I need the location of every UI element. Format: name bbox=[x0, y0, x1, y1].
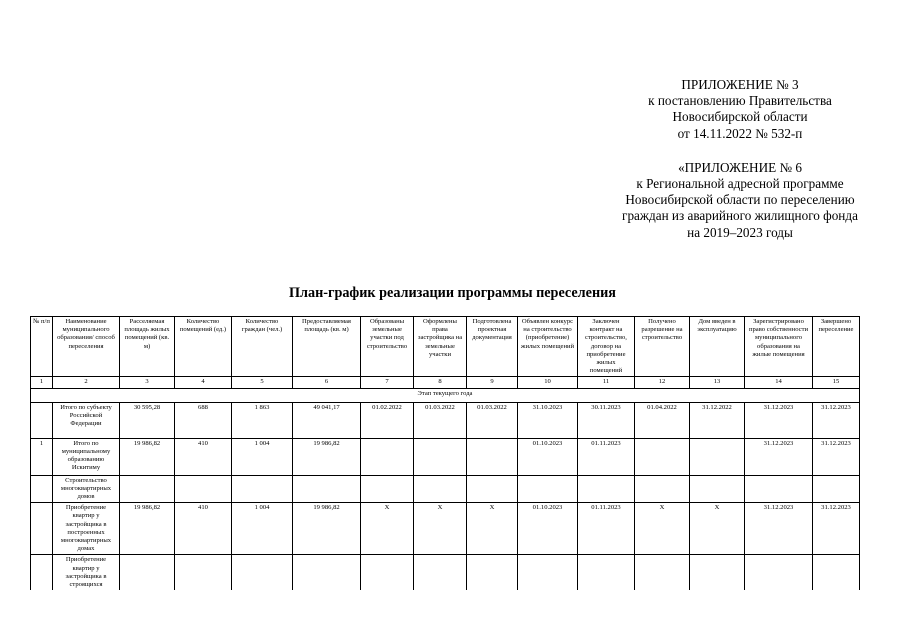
table-cell: 1 863 bbox=[232, 402, 293, 438]
column-number-cell: 8 bbox=[414, 377, 467, 388]
table-cell: 31.10.2023 bbox=[518, 402, 578, 438]
table-cell: Х bbox=[414, 503, 467, 555]
table-cell: 19 986,82 bbox=[293, 503, 361, 555]
column-number-cell: 6 bbox=[293, 377, 361, 388]
table-cell bbox=[361, 555, 414, 590]
table-cell: 410 bbox=[175, 503, 232, 555]
table-cell: Итого по муниципальному образованию Искитиму bbox=[53, 438, 120, 475]
appendix-line: Новосибирской области bbox=[672, 109, 808, 125]
table-cell bbox=[31, 475, 53, 503]
stage-label: Этап текущего года bbox=[31, 388, 860, 402]
header-cell: Наименование муниципального образования/ способ переселения bbox=[53, 317, 120, 377]
table-cell bbox=[635, 475, 690, 503]
appendix-line: от 14.11.2022 № 532-п bbox=[677, 125, 803, 141]
table-cell: 1 004 bbox=[232, 438, 293, 475]
table-cell bbox=[813, 555, 860, 590]
table-cell bbox=[518, 475, 578, 503]
table-cell: Строительство многоквартирных домов bbox=[53, 475, 120, 503]
table-cell: 31.12.2022 bbox=[690, 402, 745, 438]
table-cell: Х bbox=[635, 503, 690, 555]
table-cell: 410 bbox=[175, 438, 232, 475]
document-title: План-график реализации программы переселения bbox=[289, 285, 616, 301]
table-cell bbox=[690, 475, 745, 503]
table-cell: 01.03.2022 bbox=[467, 402, 518, 438]
table-cell bbox=[518, 555, 578, 590]
column-number-cell: 1 bbox=[31, 377, 53, 388]
program-line: Новосибирской области по переселению bbox=[625, 192, 855, 208]
column-number-cell: 4 bbox=[175, 377, 232, 388]
header-cell: Количество помещений (ед.) bbox=[175, 317, 232, 377]
header-block bbox=[590, 77, 890, 241]
appendix-line: к постановлению Правительства bbox=[648, 93, 832, 109]
header-cell: Зарегистрировано право собственности муниципального образования на жилые помещения bbox=[745, 317, 813, 377]
table-cell: 01.10.2023 bbox=[518, 438, 578, 475]
table-cell: 31.12.2023 bbox=[745, 438, 813, 475]
table-cell bbox=[232, 555, 293, 590]
table-cell bbox=[31, 503, 53, 555]
table-cell bbox=[232, 475, 293, 503]
table-cell bbox=[31, 402, 53, 438]
table-cell: 31.12.2023 bbox=[813, 503, 860, 555]
table-cell bbox=[31, 555, 53, 590]
column-number-cell: 5 bbox=[232, 377, 293, 388]
table-cell bbox=[361, 438, 414, 475]
table-cell: Х bbox=[361, 503, 414, 555]
header-cell: Расселяемая площадь жилых помещений (кв. м) bbox=[120, 317, 175, 377]
table-cell bbox=[414, 555, 467, 590]
table-cell: 01.11.2023 bbox=[578, 438, 635, 475]
header-cell: Количество граждан (чел.) bbox=[232, 317, 293, 377]
table-row bbox=[31, 438, 860, 475]
column-number-cell: 10 bbox=[518, 377, 578, 388]
table-cell: 49 041,17 bbox=[293, 402, 361, 438]
table-cell bbox=[635, 438, 690, 475]
table-cell bbox=[578, 555, 635, 590]
table-cell: 01.02.2022 bbox=[361, 402, 414, 438]
header-cell: Заключен контракт на строительство, договор на приобретение жилых помещений bbox=[578, 317, 635, 377]
column-number-cell: 14 bbox=[745, 377, 813, 388]
table-cell bbox=[467, 555, 518, 590]
table-cell: 1 bbox=[31, 438, 53, 475]
table-cell: 19 986,82 bbox=[120, 438, 175, 475]
header-cell: № п/п bbox=[31, 317, 53, 377]
header-gap bbox=[590, 142, 890, 160]
table-cell bbox=[690, 555, 745, 590]
header-cell: Получено разрешение на строительство bbox=[635, 317, 690, 377]
column-number-cell: 12 bbox=[635, 377, 690, 388]
table-cell: 19 986,82 bbox=[120, 503, 175, 555]
header-cell: Образованы земельные участки под строительство bbox=[361, 317, 414, 377]
plan-schedule-table bbox=[30, 316, 860, 590]
table-cell: Приобретение квартир у застройщика в строящихся bbox=[53, 555, 120, 590]
table-row bbox=[31, 475, 860, 503]
table-cell bbox=[414, 475, 467, 503]
column-number-cell: 9 bbox=[467, 377, 518, 388]
appendix-line: ПРИЛОЖЕНИЕ № 3 bbox=[681, 77, 799, 92]
table-header-row bbox=[31, 317, 860, 377]
table-cell: 31.12.2023 bbox=[813, 438, 860, 475]
table-cell bbox=[813, 475, 860, 503]
table-cell bbox=[578, 475, 635, 503]
table-cell bbox=[175, 555, 232, 590]
table-cell bbox=[745, 475, 813, 503]
program-line: на 2019–2023 годы bbox=[687, 224, 793, 240]
table-cell bbox=[120, 475, 175, 503]
table-cell bbox=[745, 555, 813, 590]
table-cell bbox=[120, 555, 175, 590]
header-cell: Оформлены права застройщика на земельные участки bbox=[414, 317, 467, 377]
column-number-cell: 2 bbox=[53, 377, 120, 388]
header-cell: Завершено переселение bbox=[813, 317, 860, 377]
table-cell bbox=[293, 475, 361, 503]
table-column-number-row bbox=[31, 377, 860, 388]
table-cell: 688 bbox=[175, 402, 232, 438]
table-cell bbox=[635, 555, 690, 590]
table-cell bbox=[361, 475, 414, 503]
table-cell: 01.03.2022 bbox=[414, 402, 467, 438]
column-number-cell: 3 bbox=[120, 377, 175, 388]
table-cell: 01.04.2022 bbox=[635, 402, 690, 438]
header-cell: Подготовлена проектная документация bbox=[467, 317, 518, 377]
table-cell bbox=[175, 475, 232, 503]
table-body bbox=[31, 317, 860, 591]
table-cell: 1 004 bbox=[232, 503, 293, 555]
table-cell: 31.12.2023 bbox=[745, 503, 813, 555]
header-cell: Дом введен в эксплуатацию bbox=[690, 317, 745, 377]
table-cell: 19 986,82 bbox=[293, 438, 361, 475]
table-cell: Х bbox=[690, 503, 745, 555]
header-cell: Объявлен конкурс на строительство (приобретение) жилых помещений bbox=[518, 317, 578, 377]
stage-row bbox=[31, 388, 860, 402]
table-cell: Приобретение квартир у застройщика в построенных многоквартирных домах bbox=[53, 503, 120, 555]
program-line: к Региональной адресной программе bbox=[636, 176, 844, 192]
table-row bbox=[31, 503, 860, 555]
header-cell: Предоставляемая площадь (кв. м) bbox=[293, 317, 361, 377]
table-cell bbox=[467, 475, 518, 503]
table-cell bbox=[293, 555, 361, 590]
table-cell bbox=[467, 438, 518, 475]
table-cell: 01.10.2023 bbox=[518, 503, 578, 555]
table-cell bbox=[690, 438, 745, 475]
table-cell: 01.11.2023 bbox=[578, 503, 635, 555]
table-cell: Х bbox=[467, 503, 518, 555]
column-number-cell: 11 bbox=[578, 377, 635, 388]
column-number-cell: 13 bbox=[690, 377, 745, 388]
table-cell: 31.12.2023 bbox=[813, 402, 860, 438]
column-number-cell: 15 bbox=[813, 377, 860, 388]
table-cell: 30.11.2023 bbox=[578, 402, 635, 438]
program-line: граждан из аварийного жилищного фонда bbox=[622, 208, 858, 224]
table-cell bbox=[414, 438, 467, 475]
table-row bbox=[31, 555, 860, 590]
table-row bbox=[31, 402, 860, 438]
table-cell: 31.12.2023 bbox=[745, 402, 813, 438]
column-number-cell: 7 bbox=[361, 377, 414, 388]
table-cell: 30 595,28 bbox=[120, 402, 175, 438]
program-line: «ПРИЛОЖЕНИЕ № 6 bbox=[678, 159, 802, 175]
table-cell: Итого по субъекту Российской Федерации bbox=[53, 402, 120, 438]
